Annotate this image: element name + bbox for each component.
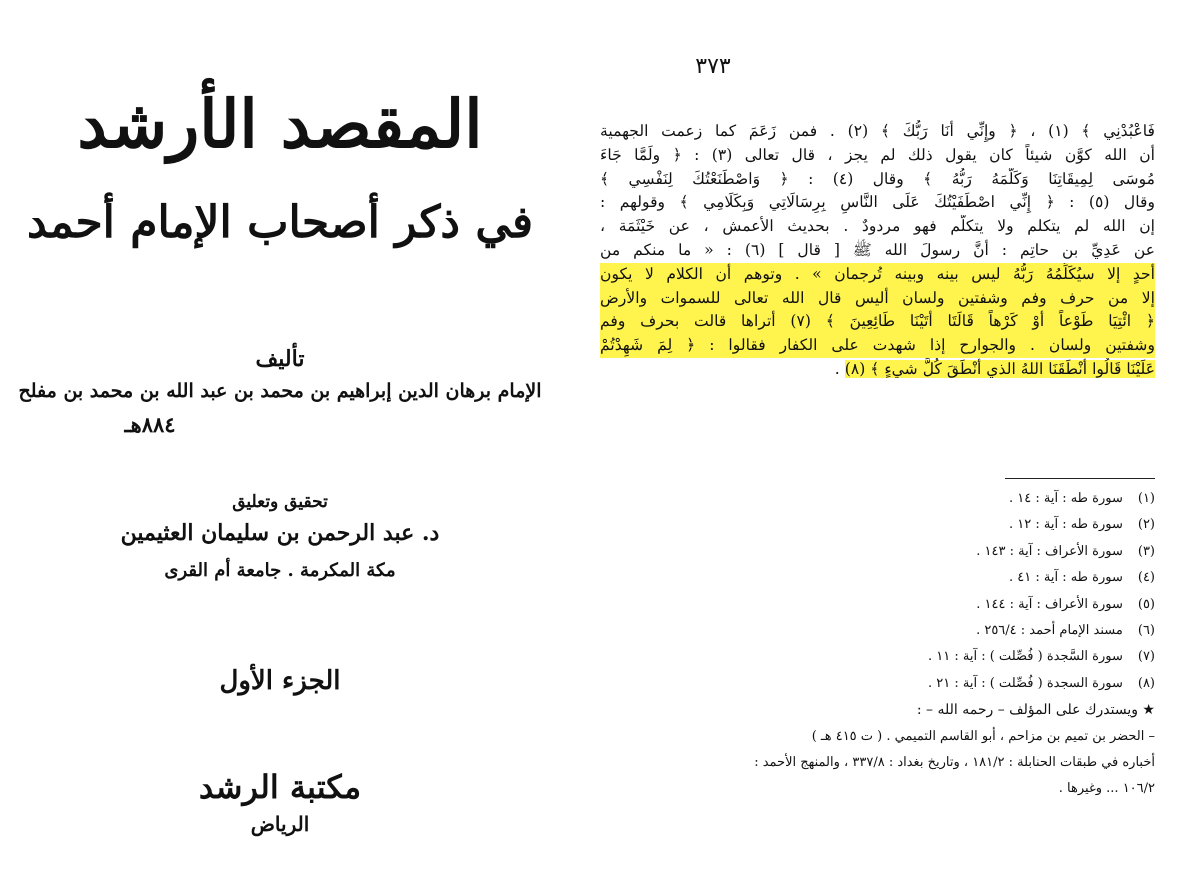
footnote-number: (٦) — [1137, 623, 1155, 639]
footnote-item — [600, 644, 1155, 670]
footnote-text: سورة السَّجدة ( فُصِّلت ) : آية : ١١ . — [928, 649, 1123, 665]
addendum-note: أخباره في طبقات الحنابلة : ١٨١/٢ ، وتاريخ بغداد : ٣٣٧/٨ ، والمنهج الأحمد : — [754, 755, 1155, 771]
footnote-text: سورة طه : آية : ٤١ . — [1008, 570, 1123, 586]
text-line: مُوسَى لِمِيقَاتِنَا وَكَلَّمَهُ رَبُّهُ ﴾ وقال (٤) : ﴿ وَاصْطَنَعْتُكَ لِنَفْسِي ﴾ — [600, 169, 1155, 188]
authorship-label: تأليف — [255, 346, 305, 372]
page-number: ٣٧٣ — [695, 54, 731, 79]
footnote-text: سورة الأعراف : آية : ١٤٤ . — [976, 596, 1123, 612]
highlighted-text-line: ﴿ ائْتِيَا طَوْعاً أَوْ كَرْهاً قَالَتَا أَتَيْنَا طَائِعِينَ ﴾ (٧) أتراها قالت بحرف وفم — [600, 310, 1155, 334]
footnote-number: (٣) — [1137, 543, 1155, 559]
addendum-note: – الحضر بن تميم بن مزاحم ، أبو القاسم التميمي . ( ت ٤١٥ هـ ) — [811, 728, 1155, 744]
publisher-city: الرياض — [250, 812, 310, 836]
footnote-item — [600, 539, 1155, 565]
addendum-note: ١٠٦/٢ ... وغيرها . — [1058, 781, 1155, 797]
author-name: الإمام برهان الدين إبراهيم بن محمد بن عبد الله بن محمد بن مفلح — [18, 380, 542, 402]
footnotes — [600, 486, 1155, 803]
highlighted-text-fragment: عَلَيْنَا قَالُوا أَنْطَقَنَا اللهُ الذي أَنْطَقَ كُلَّ شيءٍ ﴾ (٨) — [844, 359, 1155, 378]
text-line: عن عَدِيِّ بن حاتِم : أَنَّ رسولَ الله ﷺ [ قال ] (٦) : « ما منكم من — [600, 240, 1155, 259]
footnote-item — [600, 618, 1155, 644]
author-death-year: ٨٨٤هـ — [124, 412, 176, 437]
editor-name: د. عبد الرحمن بن سليمان العثيمين — [120, 520, 440, 546]
text-page — [600, 0, 1199, 892]
highlighted-text-line: وشفتين ولسان . والجوارح إذا شهدت على الكفار فقالوا : ﴿ لِمَ شَهِدْتُمْ — [600, 334, 1155, 358]
highlighted-text-line: أحدٍ إلا سيُكَلِّمُهُ رَبُّهُ ليس بينه وبينه تُرجمان » . وتوهم أن الكلام لا يكون — [600, 263, 1155, 287]
footnote-number: (٤) — [1137, 570, 1155, 586]
text-line: أن الله كوَّن شيئاً كان يقول ذلك لم يجز ، قال تعالى (٣) : ﴿ ولَمَّا جَاءَ — [600, 145, 1155, 164]
footnote-item — [600, 512, 1155, 538]
volume-label: الجزء الأول — [219, 666, 341, 696]
text-line-final — [600, 358, 1155, 382]
footnote-text: سورة طه : آية : ١٢ . — [1008, 517, 1123, 533]
text-line: وقال (٥) : ﴿ إِنِّي اصْطَفَيْتُكَ عَلَى النَّاسِ بِرِسَالَاتِي وَبِكَلَامِي ﴾ وقولهم : — [600, 193, 1155, 212]
editing-label: تحقيق وتعليق — [232, 492, 328, 512]
footnote-text: مسند الإمام أحمد : ٢٥٦/٤ . — [976, 623, 1123, 639]
footnote-number: (١) — [1137, 491, 1155, 506]
highlighted-text-line: إلا من حرف وفم وشفتين ولسان أليس قال الله تعالى للسموات والأرض — [600, 287, 1155, 311]
footnote-item — [600, 565, 1155, 591]
footnote-item — [600, 671, 1155, 697]
main-text — [600, 120, 1155, 382]
footnote-item — [600, 486, 1155, 512]
footnote-text: سورة الأعراف : آية : ١٤٣ . — [976, 543, 1123, 559]
footnote-text: سورة طه : آية : ١٤ . — [1008, 491, 1123, 506]
book-subtitle: في ذكر أصحاب الإمام أحمد — [26, 197, 534, 248]
editor-affiliation: مكة المكرمة . جامعة أم القرى — [164, 560, 396, 581]
title-page — [0, 0, 560, 892]
footnote-number: (٧) — [1137, 649, 1155, 665]
footnote-number: (٨) — [1137, 675, 1155, 691]
addendum-note: ★ ويستدرك على المؤلف – رحمه الله – : — [916, 702, 1155, 719]
final-period: . — [834, 359, 840, 378]
text-line: إن الله لم يتكلم ولا يتكلَّم فهو مردودٌ . بحديث الأعمش ، عن خَيْثَمَة ، — [600, 217, 1155, 236]
book-title: المقصد الأرشد — [77, 85, 483, 163]
footnote-number: (٥) — [1137, 596, 1155, 612]
publisher-name: مكتبة الرشد — [198, 768, 362, 806]
footnote-item — [600, 592, 1155, 618]
footnote-number: (٢) — [1137, 517, 1155, 533]
text-line: فَاعْبُدْنِي ﴾ (١) ، ﴿ وإِنِّي أَنَا رَبُّكَ ﴾ (٢) . فمن زَعَمَ كما زعمت الجهمية — [600, 122, 1155, 140]
footnote-text: سورة السجدة ( فُصِّلت ) : آية : ٢١ . — [928, 675, 1123, 691]
footnote-separator — [1005, 478, 1155, 479]
